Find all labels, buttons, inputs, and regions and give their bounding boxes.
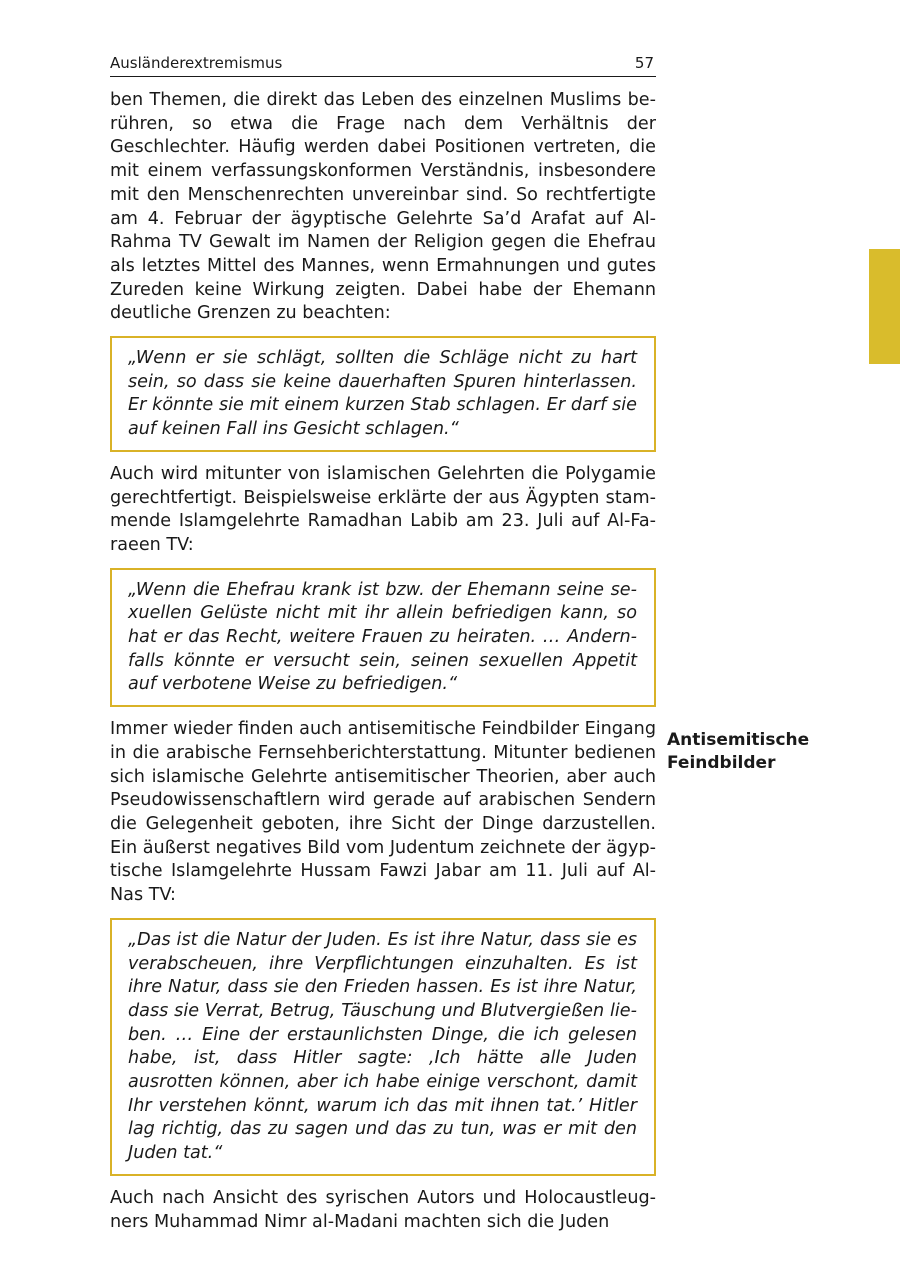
chapter-tab-marker <box>869 249 900 364</box>
page-number: 57 <box>634 54 654 72</box>
margin-note-line-1: Antisemitische <box>667 730 810 750</box>
quote-box-2 <box>110 568 656 708</box>
main-text-column <box>110 89 656 1234</box>
quote-text-1: „Wenn er sie schlägt, sollten die Schläge nicht zu hart sein, so dass sie keine dauerhaften Spuren hinterlassen. Er könnte sie mit einem kurzen Stab schlagen. Er darf sie auf keinen Fall ins Gesicht schlagen.“ <box>128 348 637 440</box>
quote-box-3 <box>110 918 656 1176</box>
quote-text-2: „Wenn die Ehefrau krank ist bzw. der Ehemann seine sexuellen Gelüste nicht mit ihr allein befriedigen kann, so hat er das Recht, weitere Frauen zu heiraten. … Andernfalls könnte er versucht sein, seinen sexuellen Appetit auf verbotene Weise zu befriedigen.“ <box>128 579 637 695</box>
paragraph-3: Immer wieder finden auch antisemitische Feindbilder Eingang in die arabische Fernsehberichterstattung. Mitunter bedienen sich islamische Gelehrte antisemitischer Theorien, aber auch Pseudowissenschaftlern wird gerade auf arabischen Sendern die Gelegenheit geboten, ihre Sicht der Dinge darzustellen. Ein äußerst negatives Bild vom Judentum zeichnete der ägyptische Islamgelehrte Hussam Fawzi Jabar am 11. Juli auf Al-Nas TV: <box>110 719 656 906</box>
paragraph-2: Auch wird mitunter von islamischen Gelehrten die Polygamie gerechtfertigt. Beispielsweise erklärte der aus Ägypten stammende Islamgelehrte Ramadhan Labib am 23. Juli auf Al-Faraeen TV: <box>110 463 656 555</box>
header-title: Ausländerextremismus <box>110 54 283 72</box>
paragraph-4: Auch nach Ansicht des syrischen Autors und Holocaustleugners Muhammad Nimr al-Madani machten sich die Juden <box>110 1187 656 1232</box>
paragraph-1: ben Themen, die direkt das Leben des einzelnen Muslims berühren, so etwa die Frage nach dem Verhältnis der Geschlechter. Häufig werden dabei Positionen vertreten, die mit einem verfassungskonformen Verständnis, insbesondere mit den Menschenrechten unvereinbar sind. So rechtfertigte am 4. Februar der ägyptische Gelehrte Sa’d Arafat auf Al-Rahma TV Gewalt im Namen der Religion gegen die Ehefrau als letztes Mittel des Mannes, wenn Ermahnungen und gutes Zureden keine Wirkung zeigten. Dabei habe der Ehemann deutliche Grenzen zu beachten: <box>110 90 656 324</box>
margin-note-line-2: Feindbilder <box>667 752 776 773</box>
quote-box-1 <box>110 336 656 452</box>
running-header <box>110 52 656 77</box>
margin-note <box>667 729 847 774</box>
quote-text-3: „Das ist die Natur der Juden. Es ist ihre Natur, dass sie es verabscheuen, ihre Verpflichtungen einzuhalten. Es ist ihre Natur, dass sie den Frieden hassen. Es ist ihre Natur, dass sie Verrat, Betrug, Täuschung und Blutvergießen lieben. … Eine der erstaunlichsten Dinge, die ich gelesen habe, ist, dass Hitler sagte: ‚Ich hätte alle Juden ausrotten können, aber ich habe einige verschont, damit Ihr verstehen könnt, warum ich das mit ihnen tat.’ Hitler lag richtig, das zu sagen und das zu tun, was er mit den Juden tat.“ <box>128 929 637 1164</box>
